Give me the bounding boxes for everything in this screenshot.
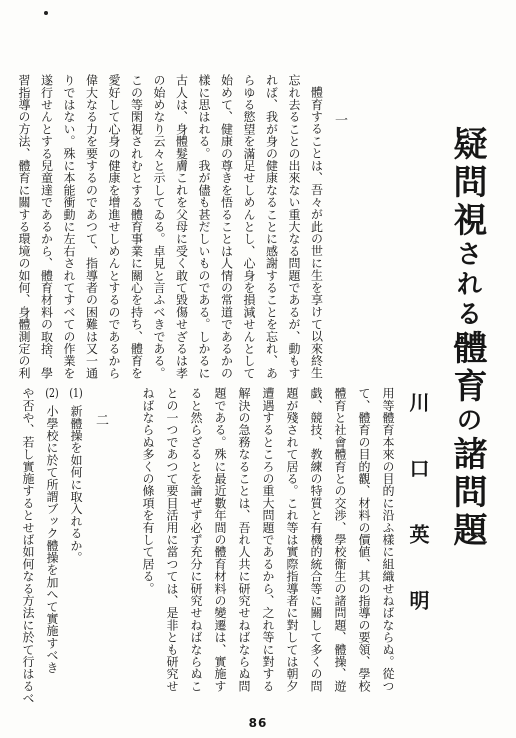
body-line: との一つであつて要目活用に當つては、是非とも研究せ [165,387,179,692]
body-line: れば、我が身の健康なることに感謝することを忘れ、あ [264,74,279,379]
list-item-text: 新體操を如何に取入れるか。 [69,405,83,564]
list-marker: (2) [45,387,59,399]
section-heading-one: 一 [332,113,347,127]
title-glyph: 問 [447,164,487,202]
title-glyph: 題 [447,512,487,550]
body-line: 戯、競技、教練の特質と有機的統合等に關して多くの問 [309,387,323,692]
title-glyph: る [452,300,482,330]
title-glyph: 諸 [447,436,487,474]
author-name: 川口英明 [406,392,430,656]
title-glyph: 問 [447,474,487,512]
section-heading-two: 二 [93,413,108,427]
body-line: この等閑視されむとする體育事業に關心を持ち、體育を [129,74,144,379]
body-line: 遭遇するところの重大問題であるから、之れ等に對する [261,387,275,692]
upper-text-block [12,74,350,384]
title-glyph: さ [452,240,482,270]
title-glyph: 育 [447,368,487,406]
title-glyph: 視 [447,202,487,240]
body-line: 樣に思はれる。我が儘も甚だしいものである。しかるに [197,74,211,379]
title-glyph: 疑 [447,126,487,164]
body-line: の始めなり云々と示してゐる。卓見と言ふべきである。 [152,74,166,379]
page-number: 86 [248,716,268,730]
list-item-2 [40,387,64,709]
body-line: 遂行せんとする兒童達であるから、體育材料の取捨、學 [39,74,54,379]
body-line: 習指導の方法、體育に關する環境の如何、身體測定の利 [17,74,31,379]
body-line: 題である。殊に最近數年間の體育材料の變遷は、實施す [213,387,227,692]
lower-text-block [16,387,400,709]
body-line: 始めて、健康の尊きを悟ることは人情の常道であるかの [219,74,234,379]
body-line: 愛好して心身の健康を增進せしめんとするのであるから [107,74,121,379]
list-item-1 [64,387,88,709]
body-line: 偉大なる力を要するのであつて、指導者の困難は又一通 [84,74,99,379]
scan-dot-mark [44,11,48,15]
title-glyph: 體 [447,330,487,368]
title-glyph: れ [452,270,482,300]
body-line: 古人は、身體髮膚これを父母に受く敢て毀傷せざるは孝 [174,74,189,379]
body-line: らゆる慾望を滿足せしめんとし、心身を損減せんとして [242,74,256,379]
body-line: 用等體育本來の目的に沿ふ樣に組織せねばならぬ。從つ [381,387,395,692]
body-line: 體育と社會體育との交渉、學校衞生の諸問題、體操、遊 [333,387,347,692]
body-line: て、體育の目的觀、材料の價値、其の指導の要領、學校 [357,387,371,692]
body-line: 題が殘されて居る。これ等は實際指導者に對しては朝夕 [285,387,299,692]
body-line: ねばならぬ多くの條項を有して居る。 [141,387,155,595]
body-line: りではない。殊に本能衝動に左右されてすべての作業を [62,74,76,379]
list-item-2-continued: や否や、若し實施するとせば如何なる方法に於て行はるべ [21,387,35,705]
body-line: 解決の急務なることは、吾れ人共に研究せねばならぬ問 [237,387,251,692]
list-marker: (1) [69,387,83,399]
body-line: 忘れ去ることの出來ない重大なる問題であるが、動もす [287,74,301,379]
body-line: ると然らざるとを論ぜず必ず充分に研究せねばならぬこ [189,387,203,692]
article-title [445,126,489,566]
title-glyph: の [452,406,482,436]
body-line: 體育することは、吾々が此の世に生を享けて以來終生 [309,86,324,379]
list-item-text: 小學校に於て所謂ブック體操を加へて實施すべき [45,405,59,674]
